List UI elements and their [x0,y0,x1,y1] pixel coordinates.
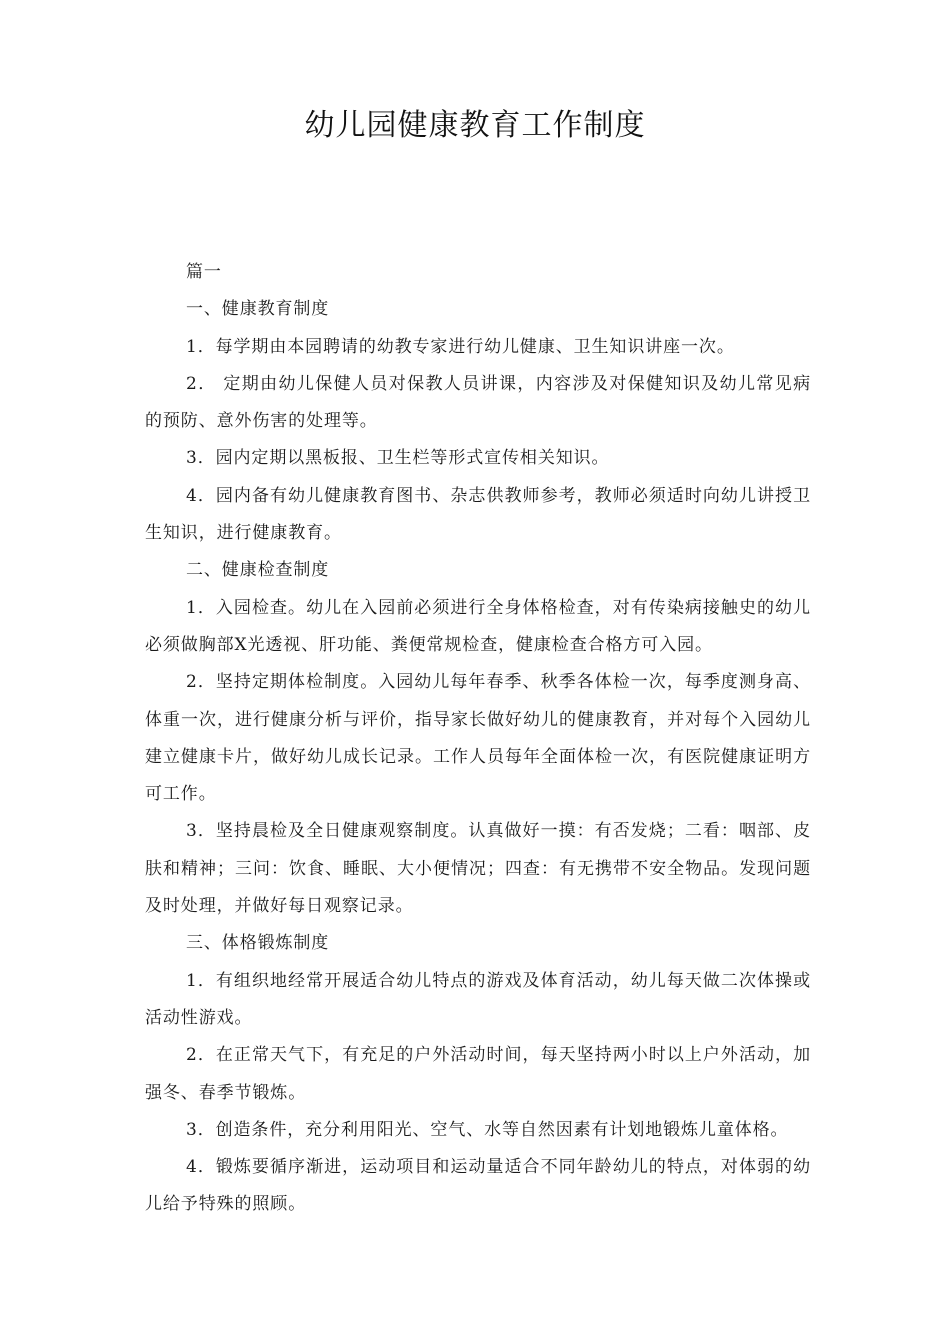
paragraph: 2．在正常天气下，有充足的户外活动时间，每天坚持两小时以上户外活动，加强冬、春季节锻炼。 [145,1045,811,1103]
section-heading: 三、体格锻炼制度 [186,933,330,954]
document-body [145,254,811,1224]
paragraph: 4．园内备有幼儿健康教育图书、杂志供教师参考，教师必须适时向幼儿讲授卫生知识，进行健康教育。 [145,485,811,544]
paragraph: 2． 定期由幼儿保健人员对保教人员讲课，内容涉及对保健知识及幼儿常见病的预防、意外伤害的处理等。 [145,373,811,432]
paragraph: 3．坚持晨检及全日健康观察制度。认真做好一摸：有否发烧；二看：咽部、皮肤和精神；三问：饮食、睡眠、大小便情况；四查：有无携带不安全物品。发现问题及时处理，并做好每日观察记录。 [145,821,811,917]
paragraph: 4．锻炼要循序渐进，运动项目和运动量适合不同年龄幼儿的特点，对体弱的幼儿给予特殊的照顾。 [145,1157,811,1215]
section-label: 篇一 [186,262,222,282]
section-heading: 二、健康检查制度 [186,560,330,581]
document-title: 幼儿园健康教育工作制度 [304,108,646,143]
paragraph: 3．园内定期以黑板报、卫生栏等形式宣传相关知识。 [186,448,610,469]
paragraph: 1．入园检查。幼儿在入园前必须进行全身体格检查，对有传染病接触史的幼儿必须做胸部X光透视、肝功能、粪便常规检查，健康检查合格方可入园。 [145,597,811,655]
paragraph: 1．有组织地经常开展适合幼儿特点的游戏及体育活动，幼儿每天做二次体操或活动性游戏。 [145,970,811,1028]
section-heading: 一、健康教育制度 [186,299,330,320]
paragraph: 1．每学期由本园聘请的幼教专家进行幼儿健康、卫生知识讲座一次。 [186,336,735,357]
paragraph: 3．创造条件，充分利用阳光、空气、水等自然因素有计划地锻炼儿童体格。 [186,1119,789,1140]
paragraph: 2．坚持定期体检制度。入园幼儿每年春季、秋季各体检一次，每季度测身高、体重一次，进行健康分析与评价，指导家长做好幼儿的健康教育，并对每个入园幼儿建立健康卡片，做好幼儿成长记录。工作人员每年全面体检一次，有医院健康证明方可工作。 [145,672,811,805]
